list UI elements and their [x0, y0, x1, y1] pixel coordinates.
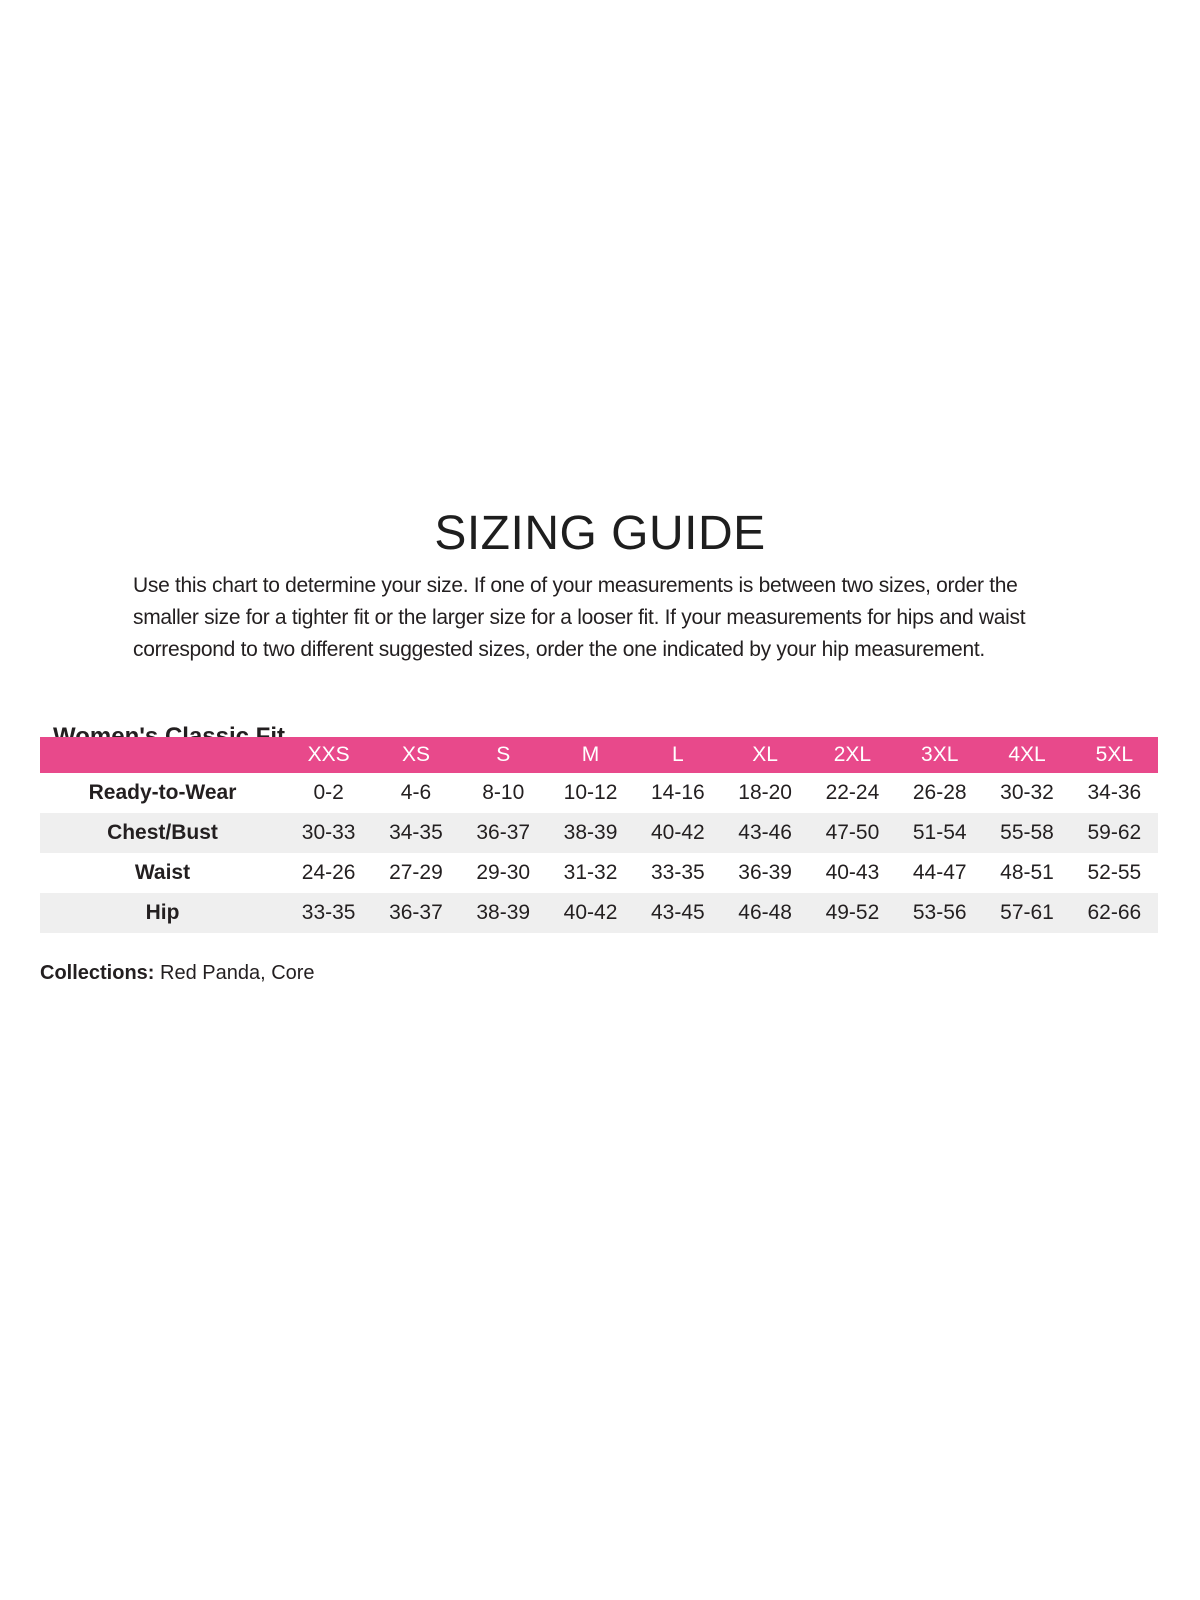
size-cell: 53-56 [912, 901, 967, 924]
size-cell: 48-51 [1000, 861, 1054, 884]
row-label: Hip [145, 901, 180, 924]
size-cell: 33-35 [301, 901, 356, 924]
collections-value: Red Panda, Core [154, 962, 315, 984]
size-cell: 40-42 [650, 821, 705, 844]
size-cell: 40-42 [563, 901, 618, 924]
size-cell: 29-30 [476, 861, 531, 884]
size-column-header: XXS [285, 737, 372, 773]
size-cell: 59-62 [1087, 821, 1142, 844]
collections-label: Collections: [40, 962, 155, 984]
measurement-row-waist [40, 853, 1158, 893]
size-column-header: 4XL [983, 737, 1070, 773]
size-cell: 31-32 [563, 861, 618, 884]
size-cell: 34-35 [389, 821, 443, 844]
row-label: Ready-to-Wear [88, 781, 237, 804]
size-cell: 30-33 [301, 821, 356, 844]
size-cell: 0-2 [313, 781, 344, 804]
size-column-header: XS [372, 737, 459, 773]
size-column-header: M [547, 737, 634, 773]
table-corner-cell [40, 737, 285, 773]
size-cell: 36-37 [389, 901, 443, 924]
size-cell: 43-45 [650, 901, 705, 924]
measurement-row-ready-to-wear [40, 773, 1158, 813]
size-cell: 24-26 [301, 861, 356, 884]
size-cell: 4-6 [400, 781, 432, 804]
size-cell: 49-52 [825, 901, 880, 924]
size-cell: 14-16 [650, 781, 705, 804]
measurement-row-chest-bust [40, 813, 1158, 853]
size-cell: 38-39 [563, 821, 618, 844]
sizing-table [40, 737, 1158, 933]
size-column-header: 5XL [1071, 737, 1158, 773]
row-label: Waist [134, 861, 191, 884]
collections-line [40, 961, 315, 985]
size-cell: 57-61 [1000, 901, 1054, 924]
size-cell: 38-39 [476, 901, 531, 924]
size-cell: 8-10 [482, 781, 525, 804]
size-cell: 30-32 [1000, 781, 1054, 804]
size-column-header: L [634, 737, 721, 773]
size-cell: 27-29 [389, 861, 443, 884]
size-column-header: 2XL [809, 737, 896, 773]
size-cell: 55-58 [1000, 821, 1054, 844]
size-cell: 18-20 [738, 781, 792, 804]
row-label: Chest/Bust [107, 821, 218, 844]
size-cell: 10-12 [563, 781, 618, 804]
size-cell: 34-36 [1087, 781, 1142, 804]
page-title: SIZING GUIDE [434, 507, 766, 561]
size-cell: 33-35 [650, 861, 705, 884]
measurement-row-hip [40, 893, 1158, 933]
size-cell: 36-39 [738, 861, 792, 884]
size-cell: 44-47 [912, 861, 967, 884]
size-cell: 46-48 [738, 901, 792, 924]
size-header-row [40, 737, 1158, 773]
size-column-header: S [460, 737, 547, 773]
size-cell: 43-46 [738, 821, 792, 844]
size-cell: 47-50 [825, 821, 880, 844]
intro-paragraph: Use this chart to determine your size. If one of your measurements is between two sizes, order the smaller size for a tighter fit or the larger size for a looser fit. If your measurements for hips and waist correspond to two different suggested sizes, order the one indicated by your hip measurement. [133, 574, 1026, 661]
size-column-header: XL [721, 737, 808, 773]
size-cell: 40-43 [825, 861, 880, 884]
size-column-header: 3XL [896, 737, 983, 773]
size-cell: 51-54 [912, 821, 967, 844]
size-cell: 36-37 [476, 821, 531, 844]
size-cell: 52-55 [1087, 861, 1142, 884]
size-cell: 26-28 [912, 781, 967, 804]
size-cell: 62-66 [1087, 901, 1142, 924]
size-cell: 22-24 [825, 781, 880, 804]
